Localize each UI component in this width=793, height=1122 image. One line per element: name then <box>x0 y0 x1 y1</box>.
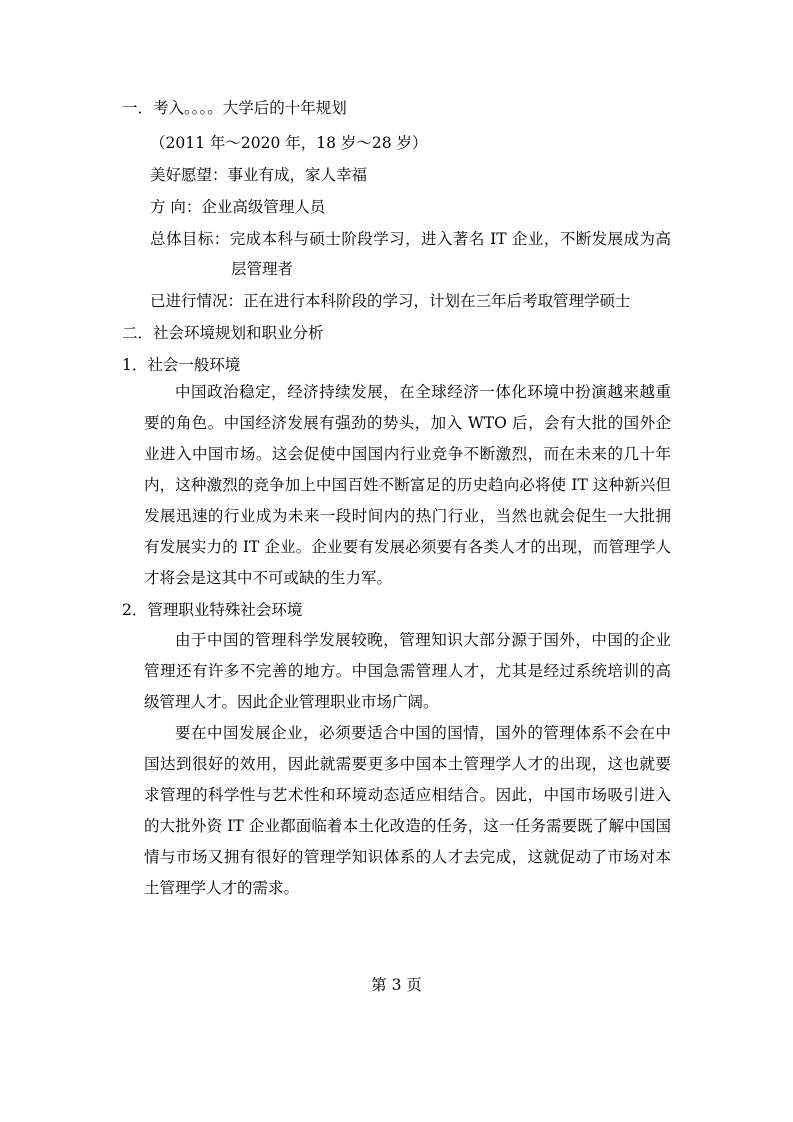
paragraph-line: 要的角色。中国经济发展有强劲的势头，加入 WTO 后，会有大批的国外企 <box>144 414 671 432</box>
paragraph-line: 发展迅速的行业成为未来一段时间内的热门行业，当然也就会促生一大批拥 <box>144 507 671 525</box>
paragraph-line: 才将会是这其中不可或缺的生力军。 <box>144 569 393 587</box>
paragraph-line: 求管理的科学性与艺术性和环境动态适应相结合。因此，中国市场吸引进入 <box>144 786 671 804</box>
section2-heading: 二．社会环境规划和职业分析 <box>122 324 324 342</box>
paragraph-line: 的大批外资 IT 企业都面临着本土化改造的任务，这一任务需要既了解中国国 <box>144 817 671 835</box>
direction-text: 方 向：企业高级管理人员 <box>150 198 326 216</box>
paragraph-line: 有发展实力的 IT 企业。企业要有发展必须要有各类人才的出现，而管理学人 <box>144 538 671 556</box>
paragraph-line: 管理还有许多不完善的地方。中国急需管理人才，尤其是经过系统培训的高 <box>144 662 671 680</box>
paragraph-line: 国达到很好的效用，因此就需要更多中国本土管理学人才的出现，这也就要 <box>144 755 671 773</box>
progress-text: 已进行情况：正在进行本科阶段的学习，计划在三年后考取管理学硕士 <box>150 292 631 310</box>
section1-heading: 一．考入。。。。大学后的十年规划 <box>122 99 347 117</box>
wish-text: 美好愿望：事业有成，家人幸福 <box>150 166 368 184</box>
paragraph-line: 情与市场又拥有很好的管理学知识体系的人才去完成，这就促动了市场对本 <box>144 848 671 866</box>
period-text: （2011 年～2020 年，18 岁～28 岁） <box>150 134 428 152</box>
goal-text-line2: 层管理者 <box>231 260 294 278</box>
paragraph-line: 由于中国的管理科学发展较晚，管理知识大部分源于国外，中国的企业 <box>175 631 671 649</box>
paragraph-line: 内，这种激烈的竞争加上中国百姓不断富足的历史趋向必将使 IT 这种新兴但 <box>144 476 671 494</box>
sub2-heading: 2．管理职业特殊社会环境 <box>122 601 303 619</box>
sub1-heading: 1．社会一般环境 <box>122 356 241 374</box>
paragraph-line: 业进入中国市场。这会促使中国国内行业竞争不断激烈，而在未来的几十年 <box>144 445 671 463</box>
paragraph-line: 中国政治稳定，经济持续发展，在全球经济一体化环境中扮演越来越重 <box>175 383 671 401</box>
goal-text-line1: 总体目标：完成本科与硕士阶段学习，进入著名 IT 企业，不断发展成为高 <box>150 230 671 248</box>
paragraph-line: 要在中国发展企业，必须要适合中国的国情，国外的管理体系不会在中 <box>175 724 671 742</box>
page-number: 第 3 页 <box>371 976 422 994</box>
paragraph-line: 土管理学人才的需求。 <box>144 879 300 897</box>
paragraph-line: 级管理人才。因此企业管理职业市场广阔。 <box>144 693 439 711</box>
